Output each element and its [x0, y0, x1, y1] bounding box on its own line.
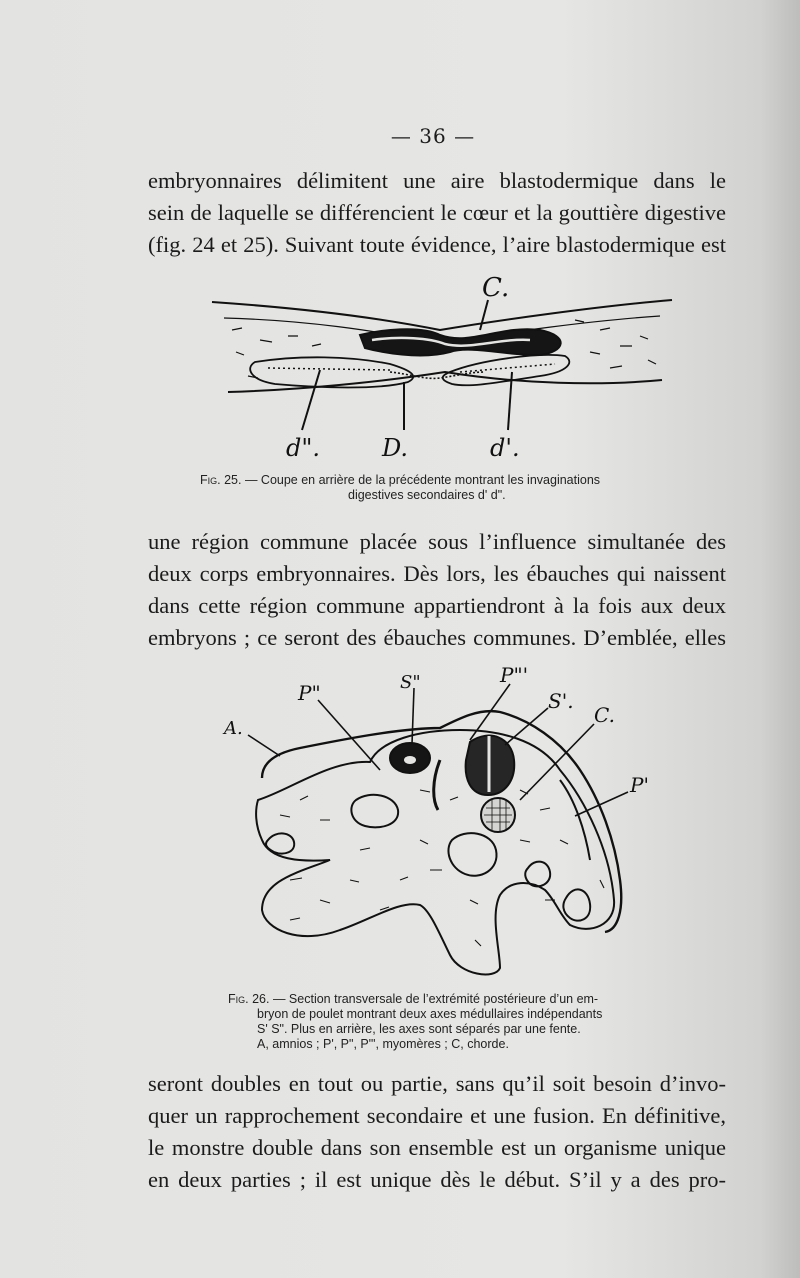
figure-26-number: Fig. 26.	[228, 992, 270, 1006]
fig26-label-c: C.	[594, 703, 615, 727]
figure-26-caption-line: A, amnios ; P', P", P"', myomères ; C, chorde.	[257, 1037, 509, 1051]
fig26-label-p-double: P"	[298, 681, 321, 705]
paragraph-bottom	[148, 1068, 726, 1196]
fig26-label-p-triple: P"'	[500, 663, 529, 687]
figure-25-caption-line: — Coupe en arrière de la précédente montrant les invaginations	[244, 473, 601, 487]
figure-25-number: Fig. 25.	[200, 473, 242, 487]
text-line: le monstre double dans son ensemble est un organisme unique	[148, 1135, 726, 1160]
text-line: en deux parties ; il est unique dès le début. S’il y a des pro-	[148, 1167, 726, 1192]
text-line: seront doubles en tout ou partie, sans qu’il soit besoin d’invo-	[148, 1071, 726, 1096]
fig26-label-a: A.	[224, 718, 243, 739]
fig25-label-d-double: d".	[286, 434, 321, 462]
figure-26-caption	[228, 992, 688, 1052]
text-line: une région commune placée sous l’influence simultanée des	[148, 529, 726, 554]
figure-26-caption-line: bryon de poulet montrant deux axes médullaires indépendants	[257, 1007, 603, 1021]
text-line: (fig. 24 et 25). Suivant toute évidence, l’aire blastodermique est	[148, 232, 726, 257]
page-number: — 36 —	[390, 124, 476, 148]
fig26-label-s-prime: S'.	[548, 689, 574, 713]
fig25-label-d-center: D.	[382, 434, 409, 462]
text-line: embryons ; ce seront des ébauches communes. D’emblée, elles	[148, 625, 726, 650]
text-line: quer un rapprochement secondaire et une fusion. En définitive,	[148, 1103, 726, 1128]
text-line: sein de laquelle se différencient le cœur et la gouttière digestive	[148, 200, 726, 225]
fig26-label-p-prime: P'	[630, 773, 649, 797]
fig25-label-d-prime: d'.	[490, 434, 520, 462]
figure-26-caption-line: S' S". Plus en arrière, les axes sont séparés par une fente.	[257, 1022, 581, 1036]
text-line: dans cette région commune appartiendront à la fois aux deux	[148, 593, 726, 618]
text-line: embryonnaires délimitent une aire blastodermique dans le	[148, 168, 726, 193]
fig26-label-s-double: S"	[400, 672, 421, 693]
text-line: deux corps embryonnaires. Dès lors, les ébauches qui naissent	[148, 561, 726, 586]
figure-25-caption-line: digestives secondaires d' d".	[348, 488, 506, 502]
figure-26-caption-line: — Section transversale de l’extrémité postérieure d’un em-	[272, 992, 599, 1006]
fig25-label-c: C.	[482, 273, 510, 303]
